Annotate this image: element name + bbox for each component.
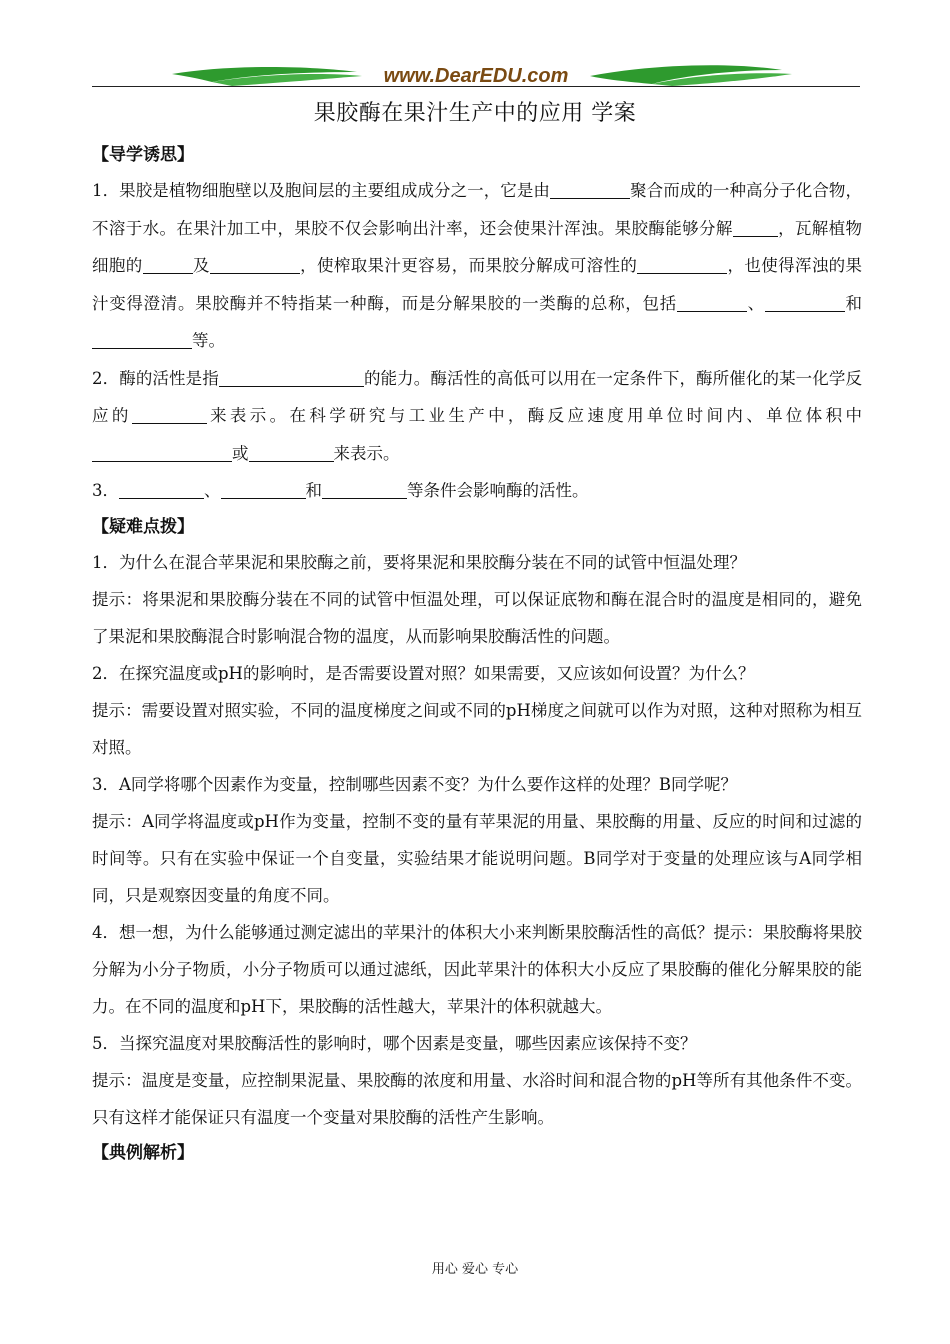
difficulty-hint-5: 提示：温度是变量，应控制果泥量、果胶酶的浓度和用量、水浴时间和混合物的pH等所有其他条件不变。只有这样才能保证只有温度一个变量对果胶酶的活性产生影响。: [92, 1070, 862, 1127]
difficulty-question-2: 2．在探究温度或pH的影响时，是否需要设置对照？如果需要，又应该如何设置？为什么？: [92, 663, 755, 683]
answer-blank[interactable]: [132, 405, 207, 424]
q2-text: 或: [232, 443, 249, 463]
q2-text: 2．酶的活性是指: [92, 368, 219, 388]
q1-text: ，使榨取果汁更容易，而果胶分解成可溶性的: [299, 256, 638, 275]
answer-blank[interactable]: [550, 180, 630, 199]
guide-question-1: [92, 172, 862, 360]
difficulty-question-4: 4．想一想，为什么能够通过测定滤出的苹果汁的体积大小来判断果胶酶活性的高低？提示：果胶酶将果胶分解为小分子物质，小分子物质可以通过滤纸，因此苹果汁的体积大小反应了果胶酶的催化分解果胶的能力。在不同的温度和pH下，果胶酶的活性越大，苹果汁的体积就越大。: [92, 922, 862, 1016]
q3-text: 等条件会影响酶的活性。: [407, 481, 589, 500]
q1-text: ，也使得浑浊的果汁变得澄清。果胶酶并不特指某一种酶，而是分解果胶的一类酶的总称，包括: [92, 256, 863, 313]
q1-text: 和: [844, 293, 863, 313]
q1-text: ，瓦解植物细胞的: [92, 218, 863, 275]
difficulty-hint-3: 提示：A同学将温度或pH作为变量，控制不变的量有苹果泥的用量、果胶酶的用量、反应的时间和过滤的时间等。只有在实验中保证一个自变量，实验结果才能说明问题。B同学对于变量的处理应该与A同学相同，只是观察因变量的角度不同。: [92, 811, 862, 905]
q3-text: 、: [204, 481, 221, 500]
difficulty-question-5: 5．当探究温度对果胶酶活性的影响时，哪个因素是变量，哪些因素应该保持不变？: [92, 1033, 697, 1053]
difficulty-hint-2: 提示：需要设置对照实验，不同的温度梯度之间或不同的pH梯度之间就可以作为对照，这种对照称为相互对照。: [92, 700, 862, 757]
page-footer: 用心 爱心 专心: [431, 1262, 519, 1277]
answer-blank[interactable]: [677, 293, 747, 312]
q1-text: 聚合而成的一种高分子化合物，不溶于水。在果汁加工中，果胶不仅会影响出汁率，还会使果汁浑浊。果胶酶能够分解: [92, 181, 863, 238]
site-url-text: www.DearEDU.com: [383, 65, 569, 87]
answer-blank[interactable]: [322, 480, 407, 499]
q1-text: 1．果胶是植物细胞壁以及胞间层的主要组成成分之一，它是由: [92, 181, 550, 200]
q2-text: 的能力。酶活性的高低可以用在一定条件下，酶所催化的某一化学反应的: [92, 368, 863, 425]
document-body: [92, 138, 862, 1170]
page-title: 果胶酶在果汁生产中的应用 学案: [313, 101, 637, 126]
answer-blank[interactable]: [210, 255, 300, 274]
q2-text: 来表示。: [333, 443, 400, 463]
q2-text: 来表示。在科学研究与工业生产中，酶反应速度用单位时间内、单位体积中: [206, 406, 863, 425]
answer-blank[interactable]: [92, 443, 232, 462]
site-banner: [92, 62, 860, 92]
section-heading-difficulty: 【疑难点拨】: [92, 516, 194, 537]
answer-blank[interactable]: [92, 330, 192, 349]
answer-blank[interactable]: [637, 255, 727, 274]
q3-text: 3．: [92, 481, 119, 500]
answer-blank[interactable]: [119, 480, 204, 499]
answer-blank[interactable]: [249, 443, 334, 462]
guide-question-2: [92, 360, 862, 473]
difficulty-question-3: 3．A同学将哪个因素作为变量，控制哪些因素不变？为什么要作这样的处理？B同学呢？: [92, 774, 738, 794]
q1-text: 、: [746, 293, 765, 313]
guide-question-3: [92, 472, 862, 510]
answer-blank[interactable]: [765, 293, 845, 312]
header-rule: [92, 86, 860, 87]
q1-text: 等。: [192, 331, 225, 350]
answer-blank[interactable]: [221, 480, 306, 499]
answer-blank[interactable]: [219, 368, 364, 387]
difficulty-question-1: 1．为什么在混合苹果泥和果胶酶之前，要将果泥和果胶酶分装在不同的试管中恒温处理？: [92, 552, 746, 572]
section-heading-guide: 【导学诱思】: [92, 145, 194, 165]
section-heading-examples: 【典例解析】: [92, 1142, 194, 1163]
answer-blank[interactable]: [733, 218, 778, 237]
q3-text: 和: [305, 481, 322, 500]
banner-swoosh-logo: [92, 62, 860, 92]
answer-blank[interactable]: [143, 255, 193, 274]
q1-text: 及: [192, 256, 210, 275]
difficulty-hint-1: 提示：将果泥和果胶酶分装在不同的试管中恒温处理，可以保证底物和酶在混合时的温度是相同的，避免了果泥和果胶酶混合时影响混合物的温度，从而影响果胶酶活性的问题。: [92, 589, 862, 646]
